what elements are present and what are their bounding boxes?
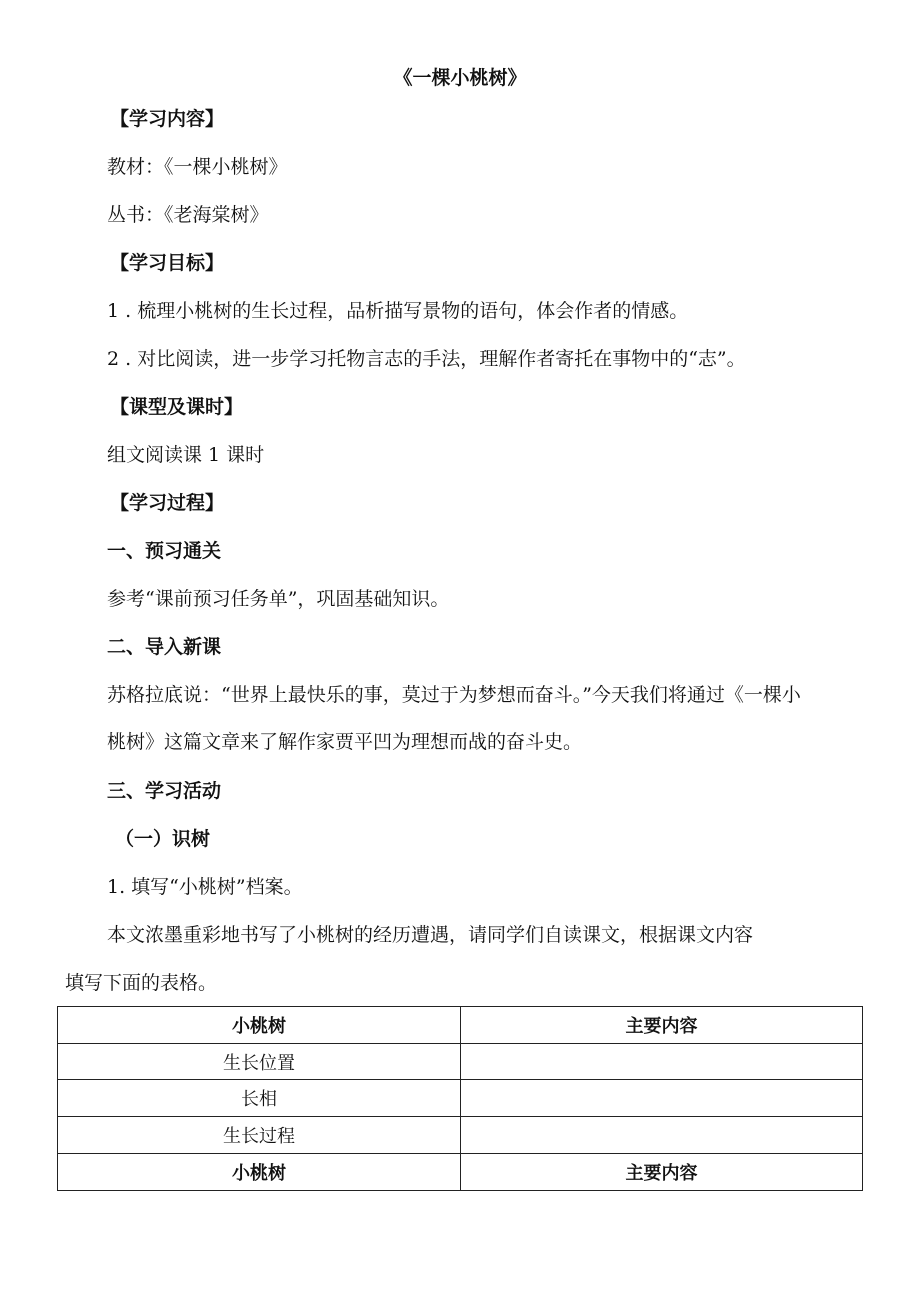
table-row <box>58 1044 863 1080</box>
table-footer-cell: 主要内容 <box>461 1154 863 1191</box>
table-input-cell[interactable] <box>461 1117 863 1154</box>
table-input-cell[interactable] <box>461 1044 863 1080</box>
table-header-row <box>58 1007 863 1044</box>
heading-preview: 一、预习通关 <box>107 540 222 562</box>
heading-activities: 三、学习活动 <box>107 780 222 802</box>
table-footer-cell: 小桃树 <box>58 1154 461 1191</box>
heading-know-tree: （一）识树 <box>115 828 211 850</box>
heading-introduction: 二、导入新课 <box>107 636 222 658</box>
peach-tree-archive-table <box>57 1006 863 1191</box>
series-line: 丛书：《老海棠树》 <box>107 204 269 226</box>
preview-text: 参考“课前预习任务单”，巩固基础知识。 <box>107 588 450 610</box>
table-input-cell[interactable] <box>461 1080 863 1117</box>
table-row-label: 长相 <box>58 1080 461 1117</box>
lesson-type-text: 组文阅读课 1 课时 <box>107 444 265 466</box>
table-footer-row <box>58 1154 863 1191</box>
task-1: 1. 填写“小桃树”档案。 <box>107 876 303 898</box>
table-row <box>58 1117 863 1154</box>
table-row-label: 生长位置 <box>58 1044 461 1080</box>
goal-2: 2 . 对比阅读，进一步学习托物言志的手法，理解作者寄托在事物中的“志”。 <box>107 348 746 370</box>
textbook-line: 教材：《一棵小桃树》 <box>107 156 288 178</box>
heading-lesson-type: 【课型及课时】 <box>110 396 244 418</box>
heading-learning-process: 【学习过程】 <box>110 492 225 514</box>
task-1-desc-line2: 填写下面的表格。 <box>65 972 218 994</box>
task-1-desc-line1: 本文浓墨重彩地书写了小桃树的经历遭遇，请同学们自读课文，根据课文内容 <box>107 924 754 946</box>
table-header-cell: 主要内容 <box>461 1007 863 1044</box>
document-title: 《一棵小桃树》 <box>393 67 527 89</box>
heading-learning-goals: 【学习目标】 <box>110 252 225 274</box>
table-row <box>58 1080 863 1117</box>
table-row-label: 生长过程 <box>58 1117 461 1154</box>
heading-learning-content: 【学习内容】 <box>110 108 225 130</box>
introduction-text-line1: 苏格拉底说：“世界上最快乐的事，莫过于为梦想而奋斗。”今天我们将通过《一棵小 <box>107 684 801 706</box>
table-header-cell: 小桃树 <box>58 1007 461 1044</box>
introduction-text-line2: 桃树》这篇文章来了解作家贾平凹为理想而战的奋斗史。 <box>107 731 583 753</box>
goal-1: 1 . 梳理小桃树的生长过程，品析描写景物的语句，体会作者的情感。 <box>107 300 689 322</box>
